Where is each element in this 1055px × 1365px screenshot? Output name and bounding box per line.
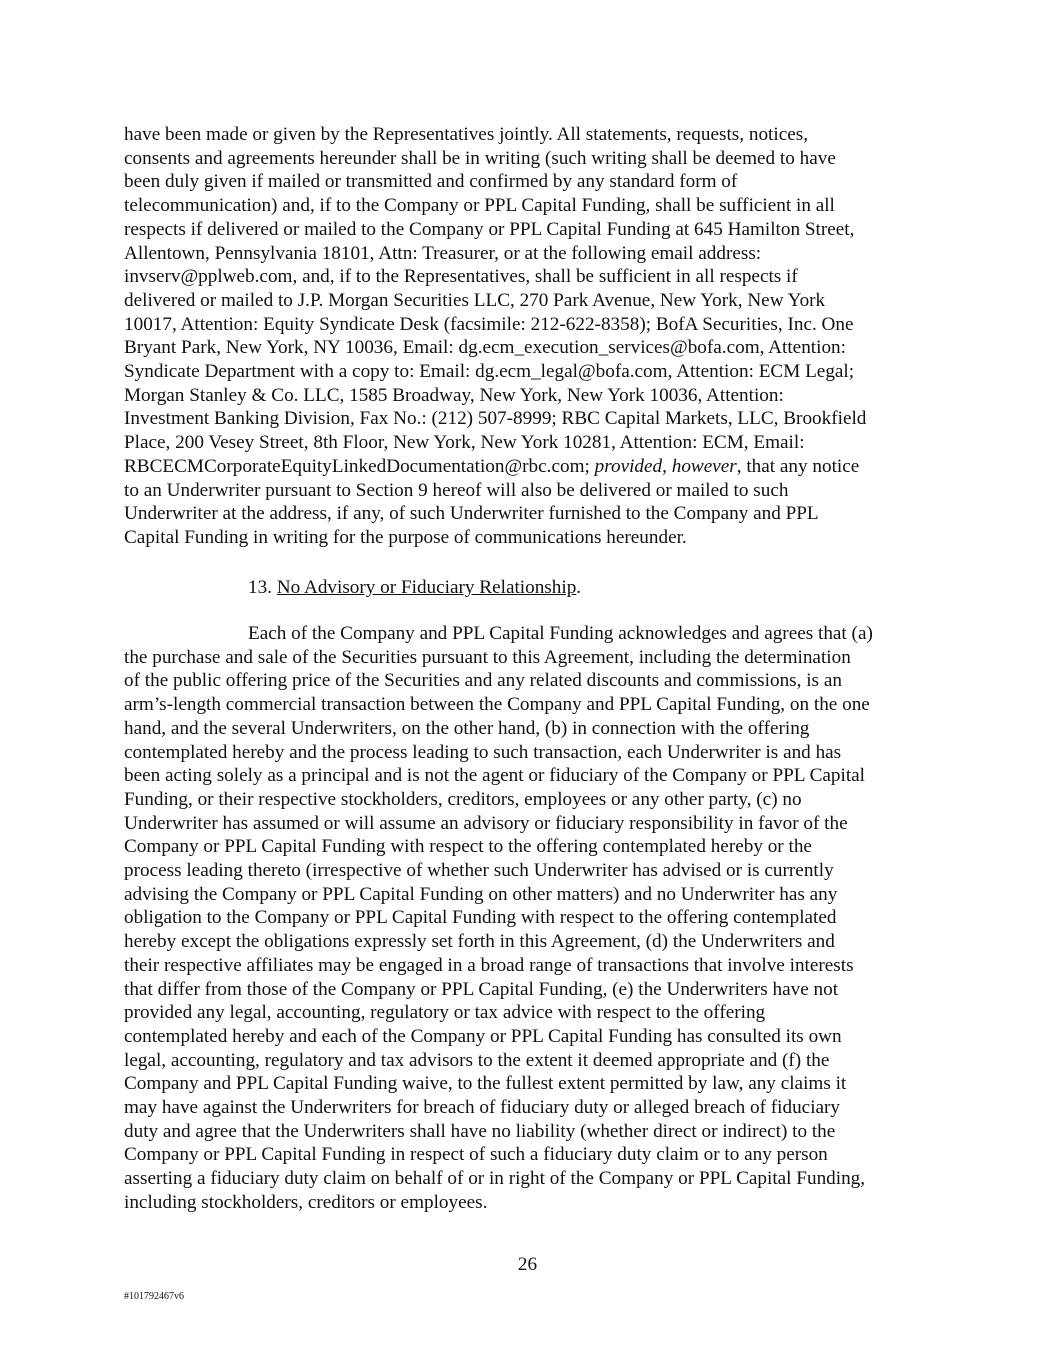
paragraph-line: Each of the Company and PPL Capital Funding acknowledges and agrees that (a) [248,623,873,644]
section-title: No Advisory or Fiduciary Relationship [276,577,577,598]
section-title-period: . [576,577,582,598]
rbc-email-text: RBCECMCorporateEquityLinkedDocumentation@rbc.com; [124,455,595,477]
paragraph-line: asserting a fiduciary duty claim on behalf of or in right of the Company or PPL Capital Funding, [124,1168,866,1190]
paragraph-line: of the public offering price of the Securities and any related discounts and commissions, is an [124,670,842,692]
page-number: 26 [517,1254,538,1275]
document-id: #101792467v6 [124,1291,184,1302]
paragraph-line: Morgan Stanley & Co. LLC, 1585 Broadway, New York, New York 10036, Attention: [124,384,784,406]
paragraph-line: contemplated hereby and each of the Company or PPL Capital Funding has consulted its own [124,1025,842,1047]
paragraph-line: the purchase and sale of the Securities pursuant to this Agreement, including the determination [124,646,851,668]
paragraph-line-with-proviso [124,455,936,479]
proviso-comma: , [662,455,672,477]
paragraph-line: Bryant Park, New York, NY 10036, Email: dg.ecm_execution_services@bofa.com, Attention: [124,337,846,359]
paragraph-line: legal, accounting, regulatory and tax advisors to the extent it deemed appropriate and (f) the [124,1049,830,1071]
paragraph-line: may have against the Underwriters for breach of fiduciary duty or alleged breach of fiduciary [124,1097,841,1119]
paragraph-line: Underwriter at the address, if any, of such Underwriter furnished to the Company and PPL [124,503,819,525]
paragraph-line: Funding, or their respective stockholders, creditors, employees or any other party, (c) no [124,788,802,810]
paragraph-line: their respective affiliates may be engaged in a broad range of transactions that involve interests [124,954,854,976]
paragraph-line: 10017, Attention: Equity Syndicate Desk (facsimile: 212-622-8358); BofA Securities, Inc. One [124,313,854,335]
paragraph-line: been acting solely as a principal and is not the agent or fiduciary of the Company or PPL Capital [124,765,866,787]
paragraph-line: have been made or given by the Representatives jointly. All statements, requests, notices, [124,124,808,145]
paragraph-line: delivered or mailed to J.P. Morgan Securities LLC, 270 Park Avenue, New York, New York [124,289,826,311]
paragraph-line: respects if delivered or mailed to the Company or PPL Capital Funding at 645 Hamilton Street, [124,218,855,240]
paragraph-line: Company or PPL Capital Funding in respect of such a fiduciary duty claim or to any person [124,1144,828,1166]
paragraph-line: Place, 200 Vesey Street, 8th Floor, New York, New York 10281, Attention: ECM, Email: [124,432,805,454]
paragraph-line: been duly given if mailed or transmitted and confirmed by any standard form of [124,171,738,193]
section-13-heading [248,576,581,600]
notices-paragraph [124,123,936,550]
paragraph-line: including stockholders, creditors or employees. [124,1191,488,1213]
fiduciary-paragraph [124,622,936,1215]
paragraph-line: consents and agreements hereunder shall be in writing (such writing shall be deemed to have [124,147,836,169]
paragraph-line: hereby except the obligations expressly set forth in this Agreement, (d) the Underwriters and [124,931,835,953]
paragraph-line: that differ from those of the Company or PPL Capital Funding, (e) the Underwriters have not [124,978,839,1000]
however-italic: however [671,455,737,477]
provided-italic: provided [594,455,663,477]
paragraph-line: advising the Company or PPL Capital Funding on other matters) and no Underwriter has any [124,883,838,905]
paragraph-line: telecommunication) and, if to the Company or PPL Capital Funding, shall be sufficient in all [124,195,835,217]
section-number: 13. [248,577,272,598]
paragraph-line: Underwriter has assumed or will assume an advisory or fiduciary responsibility in favor of the [124,812,848,834]
paragraph-line: obligation to the Company or PPL Capital Funding with respect to the offering contemplated [124,907,837,929]
paragraph-line: hand, and the several Underwriters, on the other hand, (b) in connection with the offering [124,717,810,739]
paragraph-line: Company or PPL Capital Funding with respect to the offering contemplated hereby or the [124,836,812,858]
paragraph-line: Syndicate Department with a copy to: Email: dg.ecm_legal@bofa.com, Attention: ECM Legal; [124,361,855,383]
paragraph-line: Investment Banking Division, Fax No.: (212) 507-8999; RBC Capital Markets, LLC, Brookfield [124,408,867,430]
paragraph-line: process leading thereto (irrespective of whether such Underwriter has advised or is currently [124,860,834,882]
paragraph-line: Company and PPL Capital Funding waive, to the fullest extent permitted by law, any claims it [124,1073,847,1095]
paragraph-line: provided any legal, accounting, regulatory or tax advice with respect to the offering [124,1002,766,1024]
paragraph-line: duty and agree that the Underwriters shall have no liability (whether direct or indirect) to the [124,1120,836,1142]
proviso-text: , that any notice [736,455,860,477]
paragraph-line: invserv@pplweb.com, and, if to the Representatives, shall be sufficient in all respects if [124,266,798,288]
paragraph-line: arm’s-length commercial transaction between the Company and PPL Capital Funding, on the one [124,694,870,716]
paragraph-line: contemplated hereby and the process leading to such transaction, each Underwriter is and has [124,741,842,763]
paragraph-line: to an Underwriter pursuant to Section 9 hereof will also be delivered or mailed to such [124,479,789,501]
paragraph-line: Capital Funding in writing for the purpose of communications hereunder. [124,526,687,548]
paragraph-line: Allentown, Pennsylvania 18101, Attn: Treasurer, or at the following email address: [124,242,762,264]
